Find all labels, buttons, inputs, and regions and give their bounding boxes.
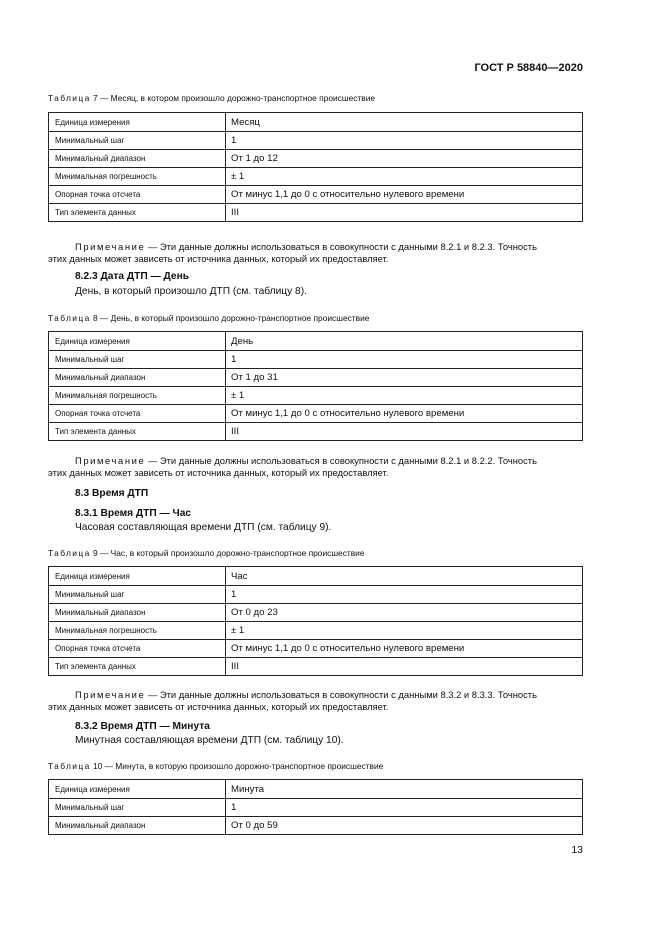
table-cell-key: Минимальный диапазон [49,369,226,387]
table-row [49,113,583,132]
section-heading-8-3-2: 8.3.2 Время ДТП — Минута [75,721,210,732]
table-cell-key: Минимальная погрешность [49,622,226,640]
table-cell-key: Опорная точка отсчета [49,405,226,423]
table-7-caption [48,93,375,103]
note-text: — Эти данные должны использоваться в совокупности с данными 8.3.2 и 8.3.3. Точность [145,689,537,700]
table-row [49,405,583,423]
note-label: Примечание [75,241,146,252]
table-cell-value: Минута [226,780,583,799]
table-cell-key: Единица измерения [49,567,226,586]
table-cell-value: От минус 1,1 до 0 с относительно нулевого времени [226,186,583,204]
note-3 [48,689,583,713]
table-cell-key: Минимальная погрешность [49,168,226,186]
table-cell-key: Минимальный шаг [49,132,226,150]
section-text-8-2-3: День, в который произошло ДТП (см. таблицу 8). [75,286,307,297]
table-cell-value: Месяц [226,113,583,132]
section-heading-8-3-1: 8.3.1 Время ДТП — Час [75,508,192,519]
table-cell-value: От минус 1,1 до 0 с относительно нулевого времени [226,640,583,658]
table-row [49,387,583,405]
table-row [49,586,583,604]
table-cell-key: Минимальная погрешность [49,387,226,405]
table-row [49,622,583,640]
note-text: — Эти данные должны использоваться в совокупности с данными 8.2.1 и 8.2.3. Точность [145,241,537,252]
table-cell-key: Тип элемента данных [49,204,226,222]
note-text-continued: этих данных может зависеть от источника данных, который их предоставляет. [48,701,389,712]
table-row [49,640,583,658]
table-cell-value: ± 1 [226,387,583,405]
table-caption-text: 10 — Минута, в которую произошло дорожно-транспортное происшествие [90,761,384,771]
table-cell-value: 1 [226,132,583,150]
table-row [49,817,583,835]
table-row [49,204,583,222]
table-row [49,799,583,817]
table-row [49,351,583,369]
table-cell-value: От 1 до 31 [226,369,583,387]
section-text-8-3-2: Минутная составляющая времени ДТП (см. таблицу 10). [75,735,344,746]
table-cell-key: Опорная точка отсчета [49,640,226,658]
table-cell-key: Единица измерения [49,332,226,351]
table-cell-key: Опорная точка отсчета [49,186,226,204]
section-heading-8-2-3: 8.2.3 Дата ДТП — День [75,271,190,282]
table-cell-value: Час [226,567,583,586]
table-row [49,132,583,150]
table-caption-prefix: Таблица [48,313,91,323]
table-cell-key: Единица измерения [49,113,226,132]
table-cell-value: III [226,658,583,676]
table-cell-value: ± 1 [226,622,583,640]
table-cell-key: Единица измерения [49,780,226,799]
table-cell-value: От 0 до 59 [226,817,583,835]
table-cell-value: От минус 1,1 до 0 с относительно нулевого времени [226,405,583,423]
table-row [49,604,583,622]
table-cell-value: III [226,423,583,441]
table-caption-text: 8 — День, в который произошло дорожно-транспортное происшествие [90,313,370,323]
table-cell-key: Минимальный шаг [49,351,226,369]
table-cell-value: День [226,332,583,351]
table-cell-key: Минимальный диапазон [49,604,226,622]
note-text-continued: этих данных может зависеть от источника данных, который их предоставляет. [48,467,389,478]
table-cell-key: Минимальный шаг [49,799,226,817]
note-text: — Эти данные должны использоваться в совокупности с данными 8.2.1 и 8.2.2. Точность [145,455,537,466]
page-number: 13 [571,844,583,856]
table-cell-key: Тип элемента данных [49,658,226,676]
table-row [49,168,583,186]
note-label: Примечание [75,455,146,466]
table-row [49,150,583,168]
note-label: Примечание [75,689,146,700]
table-9 [48,566,583,676]
note-text-continued: этих данных может зависеть от источника данных, который их предоставляет. [48,253,389,264]
table-row [49,186,583,204]
table-cell-key: Минимальный диапазон [49,817,226,835]
table-caption-text: 7 — Месяц, в котором произошло дорожно-транспортное происшествие [90,93,376,103]
table-row [49,423,583,441]
table-8-caption [48,313,369,323]
table-8 [48,331,583,441]
table-row [49,567,583,586]
table-cell-key: Тип элемента данных [49,423,226,441]
table-cell-value: От 0 до 23 [226,604,583,622]
table-9-caption [48,548,365,558]
table-cell-value: 1 [226,351,583,369]
table-row [49,369,583,387]
table-cell-key: Минимальный шаг [49,586,226,604]
table-cell-value: ± 1 [226,168,583,186]
table-cell-value: 1 [226,799,583,817]
document-id: ГОСТ Р 58840—2020 [474,62,583,74]
section-heading-8-3: 8.3 Время ДТП [75,488,149,499]
table-10-caption [48,761,383,771]
note-1 [48,241,583,265]
table-cell-key: Минимальный диапазон [49,150,226,168]
table-10 [48,779,583,835]
table-caption-prefix: Таблица [48,93,91,103]
table-cell-value: III [226,204,583,222]
table-7 [48,112,583,222]
table-caption-prefix: Таблица [48,761,91,771]
section-text-8-3-1: Часовая составляющая времени ДТП (см. таблицу 9). [75,522,332,533]
table-caption-prefix: Таблица [48,548,91,558]
table-caption-text: 9 — Час, в который произошло дорожно-транспортное происшествие [90,548,365,558]
table-row [49,780,583,799]
table-row [49,658,583,676]
table-cell-value: 1 [226,586,583,604]
table-row [49,332,583,351]
table-cell-value: От 1 до 12 [226,150,583,168]
note-2 [48,455,583,479]
